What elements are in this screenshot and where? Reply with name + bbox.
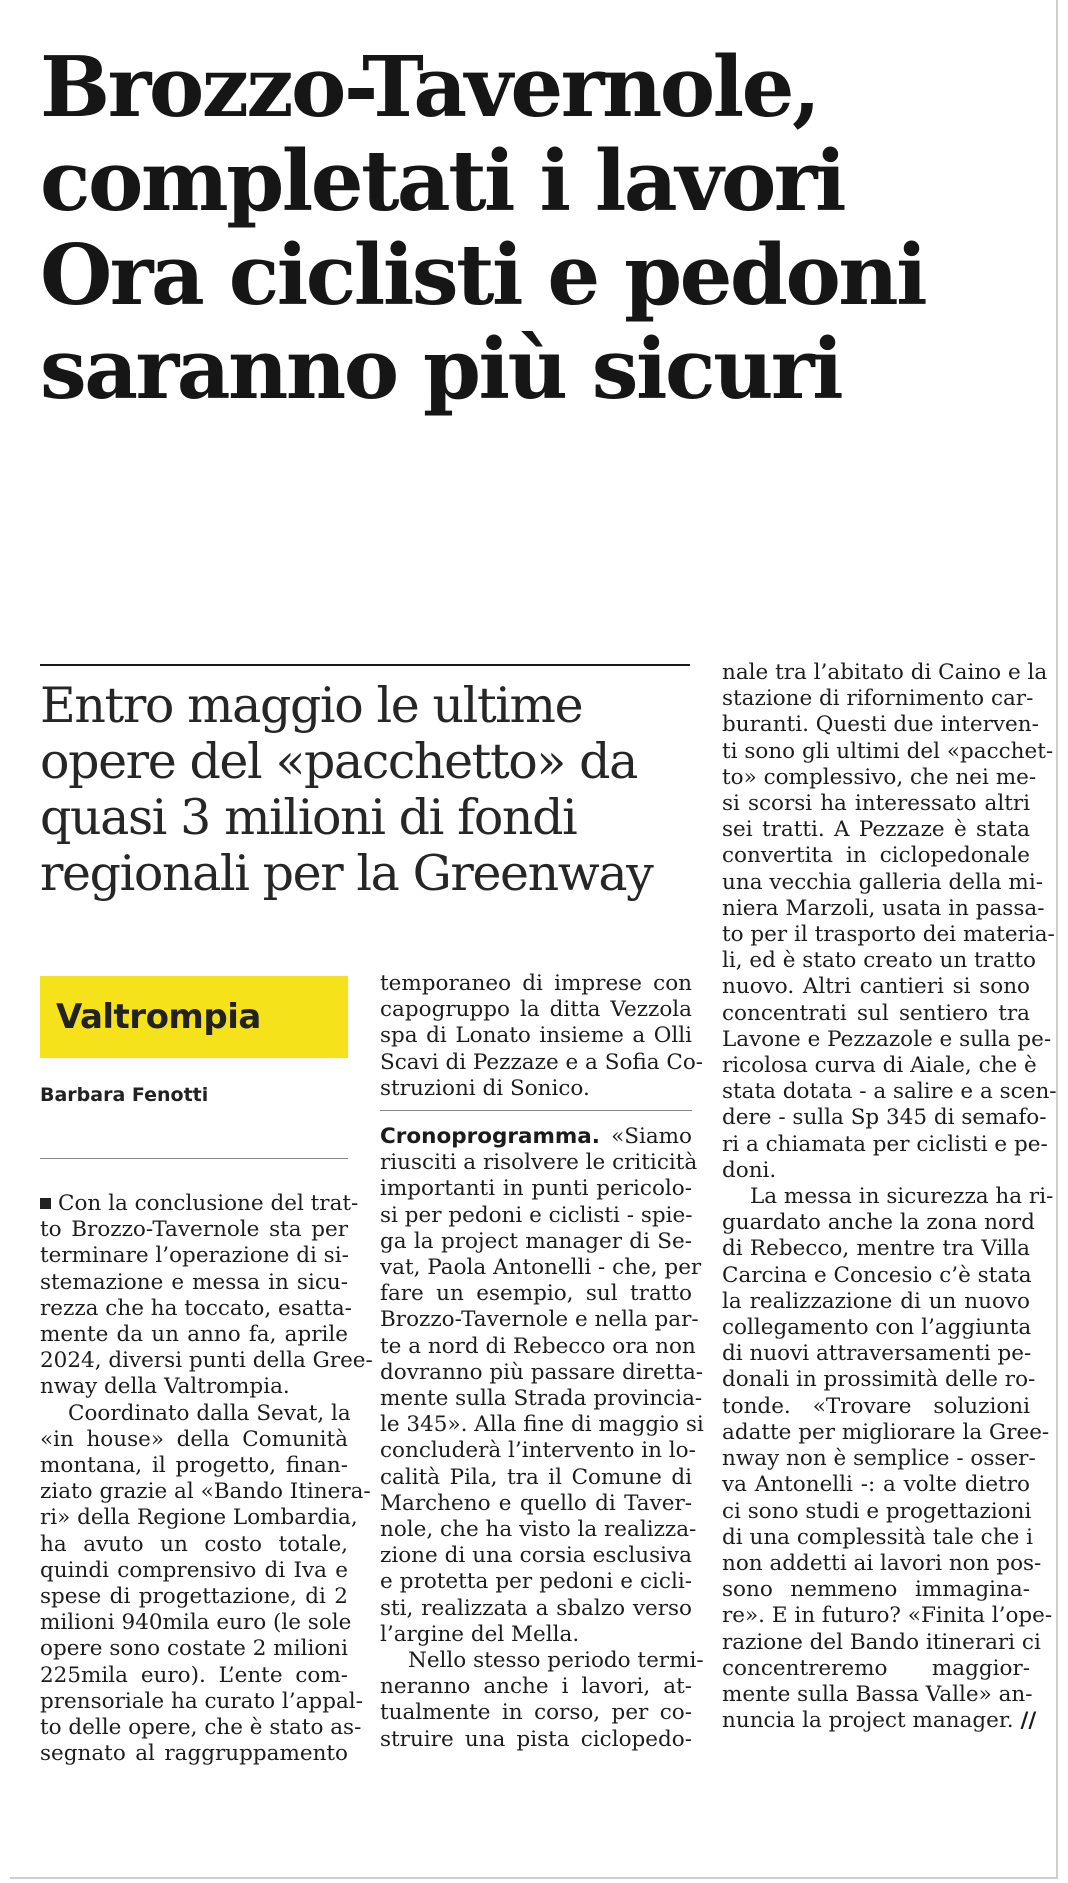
subheadline-divider (40, 664, 690, 666)
text-line: ci sono studi e progettazioni (722, 1498, 1032, 1524)
text-line: l’argine del Mella. (380, 1621, 580, 1647)
text-line: dovranno più passare diretta- (380, 1359, 704, 1385)
text-line: ricolosa curva di Aiale, che è (722, 1053, 1037, 1079)
text-line: nway della Valtrompia. (40, 1374, 290, 1400)
text-line: La messa in sicurezza ha ri- (750, 1184, 1054, 1210)
text-line: adatte per migliorare la Gree- (722, 1419, 1050, 1445)
text-line: Con la conclusione del trat- (40, 1191, 348, 1217)
text-line: di una complessità tale che i (722, 1524, 1034, 1550)
text-line: razione del Bando itinerari ci (722, 1629, 1041, 1655)
text-line: riusciti a risolvere le criticità (380, 1150, 698, 1176)
text-line: non addetti ai lavori non pos- (722, 1550, 1042, 1576)
text-line: importanti in punti pericolo- (380, 1176, 692, 1202)
byline-divider (40, 1158, 348, 1159)
text-line: si per pedoni e ciclisti - spie- (380, 1202, 693, 1228)
text-line: ti sono gli ultimi del «pacchet- (722, 738, 1054, 764)
text-line: struire una pista ciclopedo- (380, 1726, 692, 1752)
text-line: «in house» della Comunità (40, 1426, 348, 1452)
text-line: nole, che ha visto la realizza- (380, 1517, 697, 1543)
text-line: concentrati sul sentiero tra (722, 1000, 1030, 1026)
text-line: li, ed è stato creato un tratto (722, 948, 1036, 974)
text-line: stata dotata - a salire e a scen- (722, 1079, 1057, 1105)
text-line: to Brozzo-Tavernole sta per (40, 1217, 348, 1243)
subheadline-line: Entro maggio le ultime (40, 677, 583, 734)
text-line: vat, Paola Antonelli - che, per (380, 1255, 702, 1281)
bullet-square-icon (40, 1198, 51, 1209)
text-line: quindi comprensivo di Iva e (40, 1557, 348, 1583)
text-line: stazione di rifornimento car- (722, 686, 1034, 712)
text-line: nuncia la project manager. // (722, 1708, 1037, 1734)
text-line: temporaneo di imprese con (380, 971, 692, 996)
text-line: montana, il progetto, finan- (40, 1453, 348, 1479)
text-line: segnato al raggruppamento (40, 1741, 348, 1767)
text-line: Scavi di Pezzaze e a Sofia Co- (380, 1049, 704, 1075)
text-line: le 345». Alla fine di maggio si (380, 1412, 704, 1438)
text-line: convertita in ciclopedonale (722, 843, 1030, 869)
text-line: tonde. «Trovare soluzioni (722, 1393, 1030, 1419)
headline-line: Ora ciclisti e pedoni (40, 226, 926, 324)
text-line: prensoriale ha curato l’appal- (40, 1688, 363, 1714)
end-of-article-mark: // (1020, 1708, 1037, 1734)
section-tag (40, 976, 348, 1058)
text-line: di Rebecco, mentre tra Villa (722, 1236, 1030, 1262)
author-byline: Barbara Fenotti (40, 1084, 209, 1106)
subheadline-line: regionali per la Greenway (40, 845, 653, 902)
text-line: terminare l’operazione di si- (40, 1243, 349, 1269)
text-line: to delle opere, che è stato as- (40, 1715, 362, 1741)
text-line: una vecchia galleria della mi- (722, 869, 1043, 895)
text-line: e protetta per pedoni e cicli- (380, 1569, 692, 1595)
text-line: nway non è semplice - osser- (722, 1446, 1036, 1472)
text-line: concentreremo maggior- (722, 1655, 1030, 1681)
text-line: zione di una corsia esclusiva (380, 1543, 692, 1569)
headline-line: saranno più sicuri (40, 320, 842, 418)
article-column-3 (722, 660, 1057, 1734)
headline (40, 40, 1040, 416)
text-line: sti, realizzata a sbalzo verso (380, 1595, 692, 1621)
text-line: 225mila euro). L’ente com- (40, 1662, 348, 1688)
headline-line: Brozzo-Tavernole, (40, 38, 819, 136)
text-line: ziato grazie al «Bando Itinera- (40, 1479, 371, 1505)
text-line: struzioni di Sonico. (380, 1075, 590, 1101)
text-line: buranti. Questi due interven- (722, 712, 1039, 738)
text-line: fare un esempio, sul tratto (380, 1281, 692, 1307)
text-line: niera Marzoli, usata in passa- (722, 895, 1045, 921)
text-line: collegamento con l’aggiunta (722, 1315, 1032, 1341)
text-line: nuovo. Altri cantieri si sono (722, 974, 1030, 1000)
subheadline-line: opere del «pacchetto» da (40, 733, 637, 790)
text-line: Brozzo-Tavernole e nella par- (380, 1307, 699, 1333)
text-line: spese di progettazione, di 2 (40, 1584, 348, 1610)
text-line: Coordinato dalla Sevat, la (68, 1400, 351, 1426)
subheadline (40, 678, 700, 902)
text-line: opere sono costate 2 milioni (40, 1636, 348, 1662)
text-line: Lavone e Pezzazole e sulla pe- (722, 1026, 1052, 1052)
text-line: guardato anche la zona nord (722, 1210, 1035, 1236)
text-line: mente da un anno fa, aprile (40, 1322, 348, 1348)
text-line: dere - sulla Sp 345 di semafo- (722, 1105, 1047, 1131)
text-line: milioni 940mila euro (le sole (40, 1610, 352, 1636)
text-line: donali in prossimità delle ro- (722, 1367, 1036, 1393)
text-line: sei tratti. A Pezzaze è stata (722, 817, 1030, 843)
text-line: concluderà l’intervento in lo- (380, 1438, 696, 1464)
text-line: to per il trasporto dei materia- (722, 922, 1055, 948)
text-line: 2024, diversi punti della Gree- (40, 1348, 373, 1374)
text-line: Cronoprogramma. «Siamo (380, 1124, 692, 1150)
text-line: rezza che ha toccato, esatta- (40, 1295, 352, 1321)
text-line: re». E in futuro? «Finita l’ope- (722, 1603, 1053, 1629)
text-line: sono nemmeno immagina- (722, 1577, 1030, 1603)
text-line: mente sulla Bassa Valle» an- (722, 1681, 1033, 1707)
text-line: capogruppo la ditta Vezzola (380, 997, 692, 1023)
text-line: Marcheno e quello di Taver- (380, 1490, 692, 1516)
subheadline-line: quasi 3 milioni di fondi (40, 789, 577, 846)
text-line: Nello stesso periodo termi- (408, 1648, 704, 1674)
text-line: tualmente in corso, per co- (380, 1700, 692, 1726)
article-column-1 (40, 1191, 373, 1767)
text-line: nale tra l’abitato di Caino e la (722, 660, 1048, 685)
text-line: stemazione e messa in sicu- (40, 1269, 348, 1295)
text-line: di nuovi attraversamenti pe- (722, 1341, 1032, 1367)
text-line: si scorsi ha interessato altri (722, 791, 1030, 817)
text-line: doni. (722, 1157, 777, 1183)
text-line: spa di Lonato insieme a Olli (380, 1023, 692, 1049)
section-subheading: Cronoprogramma. (380, 1124, 600, 1150)
text-line: ri a chiamata per ciclisti e pe- (722, 1131, 1048, 1157)
text-line: la realizzazione di un nuovo (722, 1288, 1030, 1314)
text-line: mente sulla Strada provincia- (380, 1386, 703, 1412)
section-tag-label: Valtrompia (56, 997, 261, 1037)
text-line: ri» della Regione Lombardia, (40, 1505, 358, 1531)
headline-line: completati i lavori (40, 132, 845, 230)
text-line: calità Pila, tra il Comune di (380, 1464, 692, 1490)
text-line: te a nord di Rebecco ora non (380, 1333, 696, 1359)
text-line: ha avuto un costo totale, (40, 1531, 348, 1557)
article-column-2 (380, 971, 704, 1753)
text-line: va Antonelli -: a volte dietro (722, 1472, 1030, 1498)
text-line: to» complessivo, che nei me- (722, 764, 1037, 790)
text-line: ga la project manager di Se- (380, 1228, 692, 1254)
text-line: Carcina e Concesio c’è stata (722, 1262, 1032, 1288)
text-line: neranno anche i lavori, at- (380, 1674, 692, 1700)
